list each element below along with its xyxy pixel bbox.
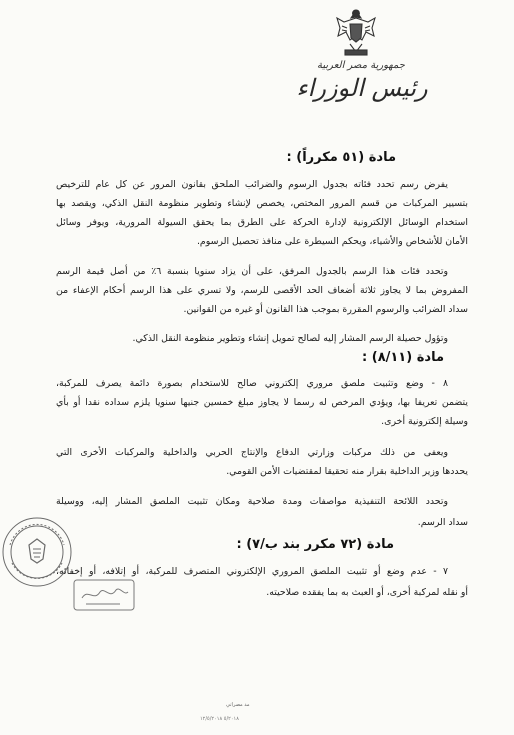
text-line: سداد الضرائب والرسوم المقررة بموجب هذا القانون أو غيره من القوانين. [183,304,468,315]
text-line: أو نقله لمركبة أخرى، أو العبث به بما يفقده صلاحيته. [266,587,468,598]
article-3-heading: مادة (٧٢ مكرر بند ب/٧) : [236,537,394,552]
text-line: استخدام الوسائل الإلكترونية لإدارة الحركة على الطرق بما يحقق السيولة المرورية، ويوفر وسائل [56,217,468,228]
header-title: رئيس الوزراء [296,74,428,102]
text-line: يتضمن تعريفا بها، ويؤدي المرخص له رسما لا يجاوز مبلغ خمسين جنيها سنويا يلزم سداده نقدا أو بأي [56,397,468,408]
text-line: يحددها وزير الداخلية بقرار منه تحقيقا لمقتضيات الأمن القومي. [226,466,468,477]
eagle-emblem-icon [334,6,378,58]
text-line: وتؤول حصيلة الرسم المشار إليه لصالح تمويل إنشاء وتطوير منظومة النقل الذكي. [132,333,448,344]
text-line: وسيلة إلكترونية أخرى. [381,416,468,427]
text-line: الأمان للأشخاص والأشياء، ويحكم السيطرة على منافذ تحصيل الرسوم. [196,236,468,247]
text-line: ٨ - وضع وتثبيت ملصق مروري إلكتروني صالح للاستخدام بصورة دائمة يصرف للمركبة، [56,378,448,389]
official-round-seal-icon [0,515,74,589]
footer-code: ٥/٢٠١٨ ١٢/٥/٢٠١٨ [200,716,239,722]
article-2-heading: مادة (٨/١١) : [362,350,444,365]
text-line: المفروض بما لا يجاوز ثلاثة أضعاف الحد الأقصى للرسم، ولا تسري على هذا الرسم أحكام الإعفاء من [56,285,468,296]
text-line: يفرض رسم تحدد فئاته بجدول الرسوم والضرائب الملحق بقانون المرور عن كل عام للترخيص [56,179,448,190]
header-subtitle: جمهورية مصر العربية [317,60,405,71]
small-handwritten-stamp-icon [72,578,136,612]
text-line: ٧ - عدم وضع أو تثبيت الملصق المروري الإلكتروني المتصرف للمركبة، أو إتلافه، أو إخفائه، [56,566,448,577]
text-line: ويعفى من ذلك مركبات وزارتي الدفاع والإنتاج الحربي والداخلية والمركبات الأخرى التي [56,447,448,458]
article-1-heading: مادة (٥١ مكرراً) : [286,150,396,165]
text-line: سداد الرسم. [417,517,468,528]
footer-note: مد مصراتي [226,702,250,708]
text-line: وتحدد فئات هذا الرسم بالجدول المرفق، على أن يزاد سنويا بنسبة ٦٪ من أصل قيمة الرسم [56,266,449,277]
text-line: بتسيير المركبات من قسم المرور المختص، يخصص لإنشاء وتطوير منظومة النقل الذكي، ويقصد بها [56,198,468,209]
text-line: وتحدد اللائحة التنفيذية مواصفات ومدة صلاحية ومكان تثبيت الملصق المشار إليه، ووسيلة [56,496,448,507]
